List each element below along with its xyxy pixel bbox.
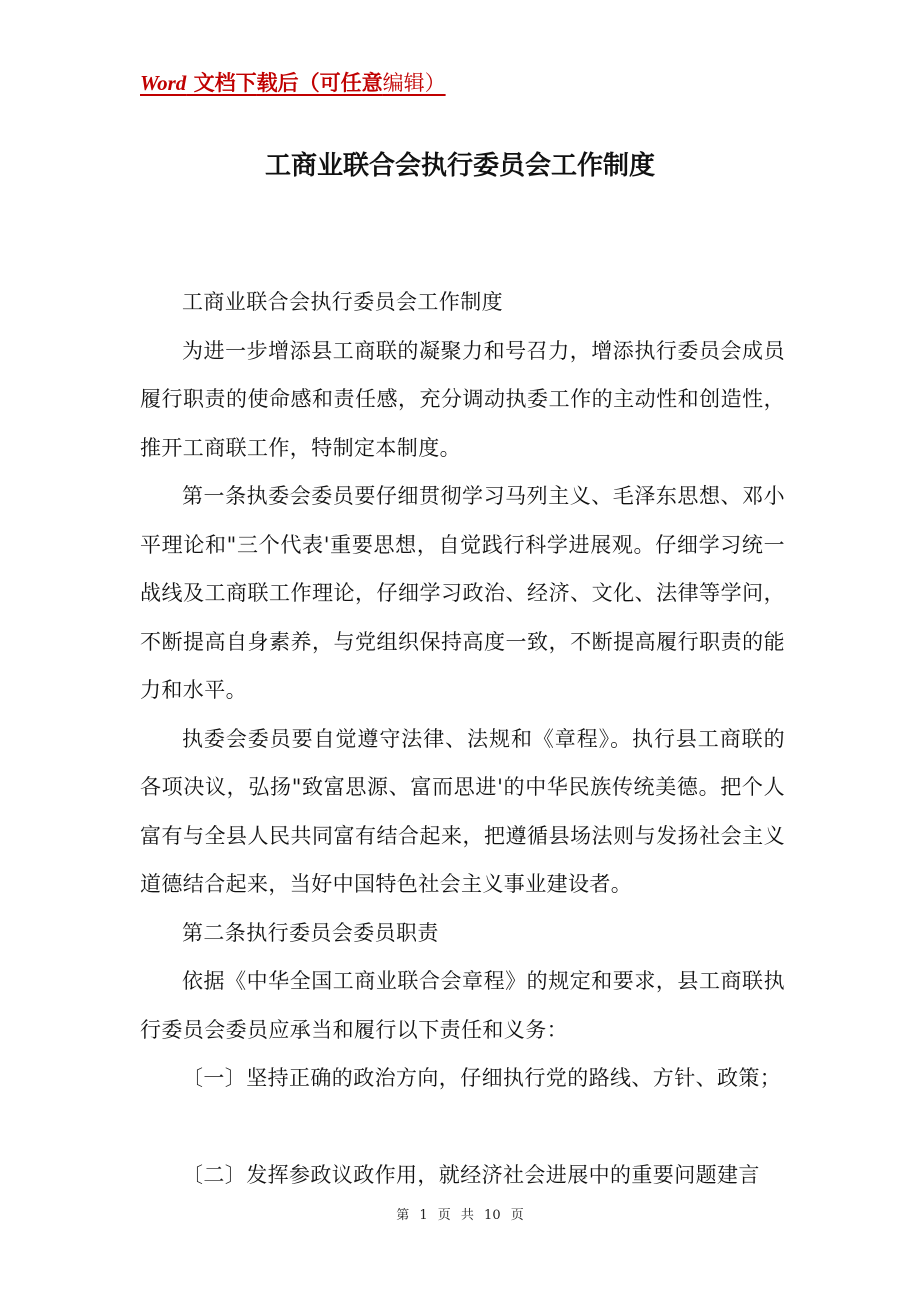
document-body <box>140 278 785 1199</box>
header-text-end: 编辑） <box>382 71 446 95</box>
page-footer: 第 1 页 共 10 页 <box>396 1208 524 1223</box>
body-paragraph: 第一条执委会委员要仔细贯彻学习马列主义、毛泽东思想、邓小平理论和"三个代表'重要思想，自觉践行科学进展观。仔细学习统一战线及工商联工作理论，仔细学习政治、经济、文化、法律等学问，不断提高自身素养，与党组织保持高度一致，不断提高履行职责的能力和水平。 <box>140 484 785 702</box>
header-text-mid: 载后（可任意 <box>256 70 383 95</box>
body-paragraph: 〔一〕坚持正确的政治方向，仔细执行党的路线、方针、政策； <box>182 1066 782 1090</box>
body-paragraph: 依据《中华全国工商业联合会章程》的规定和要求，县工商联执行委员会委员应承当和履行以下责任和义务： <box>140 969 785 1042</box>
header-download-link[interactable] <box>140 68 446 98</box>
body-paragraph: 为进一步增添县工商联的凝聚力和号召力，增添执行委员会成员履行职责的使命感和责任感，充分调动执委工作的主动性和创造性，推开工商联工作，特制定本制度。 <box>140 338 785 460</box>
body-paragraph: 执委会委员要自觉遵守法律、法规和《章程》。执行县工商联的各项决议，弘扬"致富思源、富而思进'的中华民族传统美德。把个人富有与全县人民共同富有结合起来，把遵循县场法则与发扬社会主义道德结合起来，当好中国特色社会主义事业建设者。 <box>140 726 785 896</box>
body-paragraph: 第二条执行委员会委员职责 <box>182 920 439 945</box>
header-word-text: Word <box>140 71 187 95</box>
body-paragraph: 〔二〕发挥参政议政作用，就经济社会进展中的重要问题建言 <box>182 1162 760 1187</box>
header-text-main: 文档下 <box>186 70 257 95</box>
document-title: 工商业联合会执行委员会工作制度 <box>264 151 655 181</box>
body-paragraph: 工商业联合会执行委员会工作制度 <box>182 290 503 314</box>
